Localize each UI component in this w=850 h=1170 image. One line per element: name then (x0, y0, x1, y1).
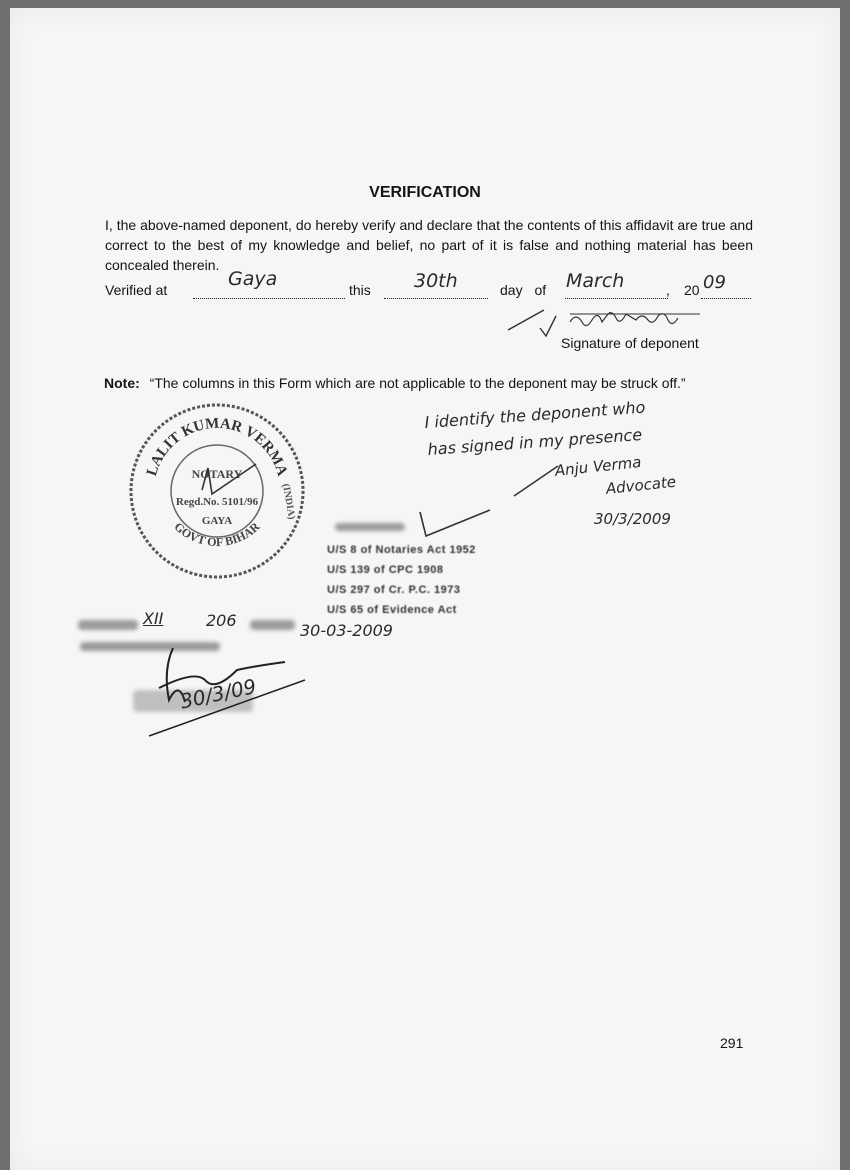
advocate-note-line2: has signed in my presence (427, 425, 643, 459)
year-prefix: 20 (684, 282, 700, 298)
verified-at-label: Verified at (105, 282, 168, 298)
seal-place: GAYA (201, 515, 233, 527)
month-handwritten: March (566, 270, 625, 292)
page-title: VERIFICATION (369, 184, 481, 201)
stamp-line-3: U/S 297 of Cr. P.C. 1973 (327, 584, 461, 596)
statutory-stamp-block (327, 540, 476, 620)
register-date: 30-03-2009 (300, 621, 393, 640)
register-volume: XII (143, 609, 164, 628)
stamp-line-1: U/S 8 of Notaries Act 1952 (327, 544, 476, 556)
register-smudge-1 (78, 620, 138, 630)
register-number: 206 (206, 611, 237, 630)
place-handwritten: Gaya (228, 268, 278, 290)
seal-bottom-text: GOVT OF BIHAR (171, 519, 263, 550)
day-of-label: day of (500, 282, 547, 298)
page-number: 291 (720, 1035, 744, 1051)
stamp-line-4: U/S 65 of Evidence Act (327, 604, 457, 616)
year-handwritten: 09 (703, 272, 726, 293)
seal-center-text: NOTARY (191, 467, 243, 481)
notary-tick-signature (412, 508, 502, 542)
advocate-date: 30/3/2009 (594, 510, 671, 528)
verification-paragraph: I, the above-named deponent, do hereby verify and declare that the contents of this affidavit are true and correct to the best of my knowledge and belief, no part of it is false and nothing material has been concealed therein. (105, 217, 753, 273)
seal-name: LALIT KUMAR VERMA (144, 415, 291, 478)
note-body: “The columns in this Form which are not applicable to the deponent may be struck off.” (149, 375, 686, 391)
advocate-title: Advocate (605, 472, 677, 498)
note-text (104, 375, 686, 391)
day-handwritten: 30th (414, 270, 458, 292)
register-smudge-2 (250, 620, 295, 630)
this-label: this (349, 282, 371, 298)
stamp-smudge-top (335, 523, 405, 531)
seal-side-text: (INDIA) (279, 482, 298, 521)
stamp-line-2: U/S 139 of CPC 1908 (327, 564, 444, 576)
signature-label: Signature of deponent (561, 335, 699, 351)
notary-date: 30/3/09 (178, 673, 259, 714)
notary-seal-stamp (124, 398, 310, 584)
advocate-note-line1: I identify the deponent who (424, 397, 646, 432)
comma-separator: , (666, 282, 670, 298)
note-label: Note: (104, 375, 140, 391)
seal-regd-number: Regd.No. 5101/96 (175, 496, 259, 508)
advocate-name: Anju Verma (554, 452, 643, 480)
